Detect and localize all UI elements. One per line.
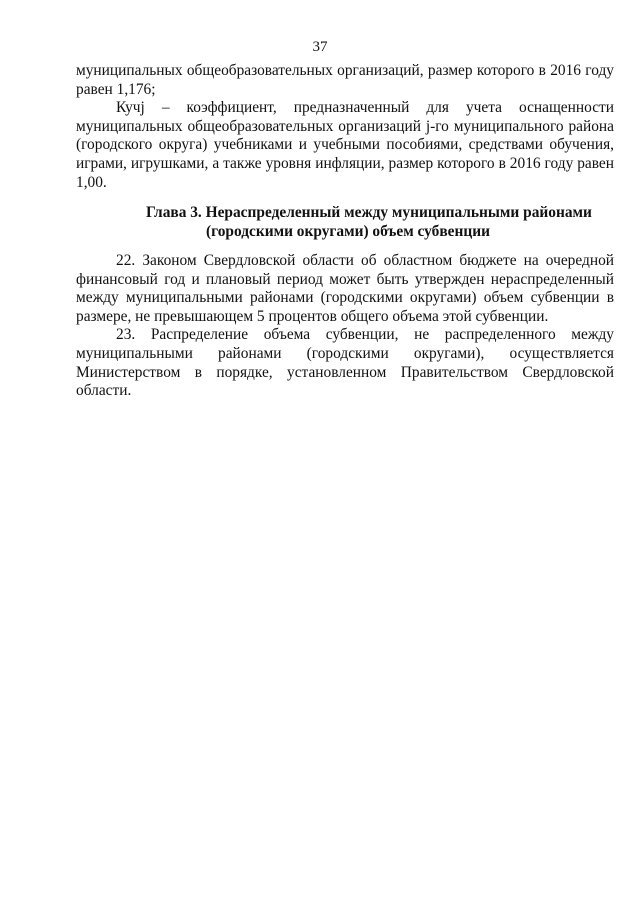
- chapter-heading-line-2: (городскими округами) объем субвенции: [206, 223, 490, 240]
- paragraph-22: 22. Законом Свердловской области об областном бюджете на очередной финансовый год и плановый период может быть утвержден нераспределенный между муниципальными районами (городскими округами) объем субвенции в размере, не превышающем 5 процентов общего объема этой субвенции.: [76, 252, 614, 325]
- chapter-heading-line-1: Глава 3. Нераспределенный между муниципальными районами: [146, 204, 592, 221]
- chapter-heading: [76, 203, 614, 241]
- paragraph-23: 23. Распределение объема субвенции, не распределенного между муниципальными районами (городскими округами), осуществляется Министерством в порядке, установленном Правительством Свердловской области.: [76, 326, 614, 400]
- paragraph-continuation: муниципальных общеобразовательных организаций, размер которого в 2016 году равен 1,176;: [76, 62, 614, 98]
- page-number: 37: [312, 39, 328, 55]
- text-block-top: [76, 62, 614, 192]
- text-block-bottom: [76, 252, 614, 401]
- paragraph-coefficient-kuch: Кучj – коэффициент, предназначенный для учета оснащенности муниципальных общеобразовательных организаций j-го муниципального района (городского округа) учебниками и учебными пособиями, средствами обучения, играми, игрушками, а также уровня инфляции, размер которого в 2016 году равен 1,00.: [76, 99, 614, 191]
